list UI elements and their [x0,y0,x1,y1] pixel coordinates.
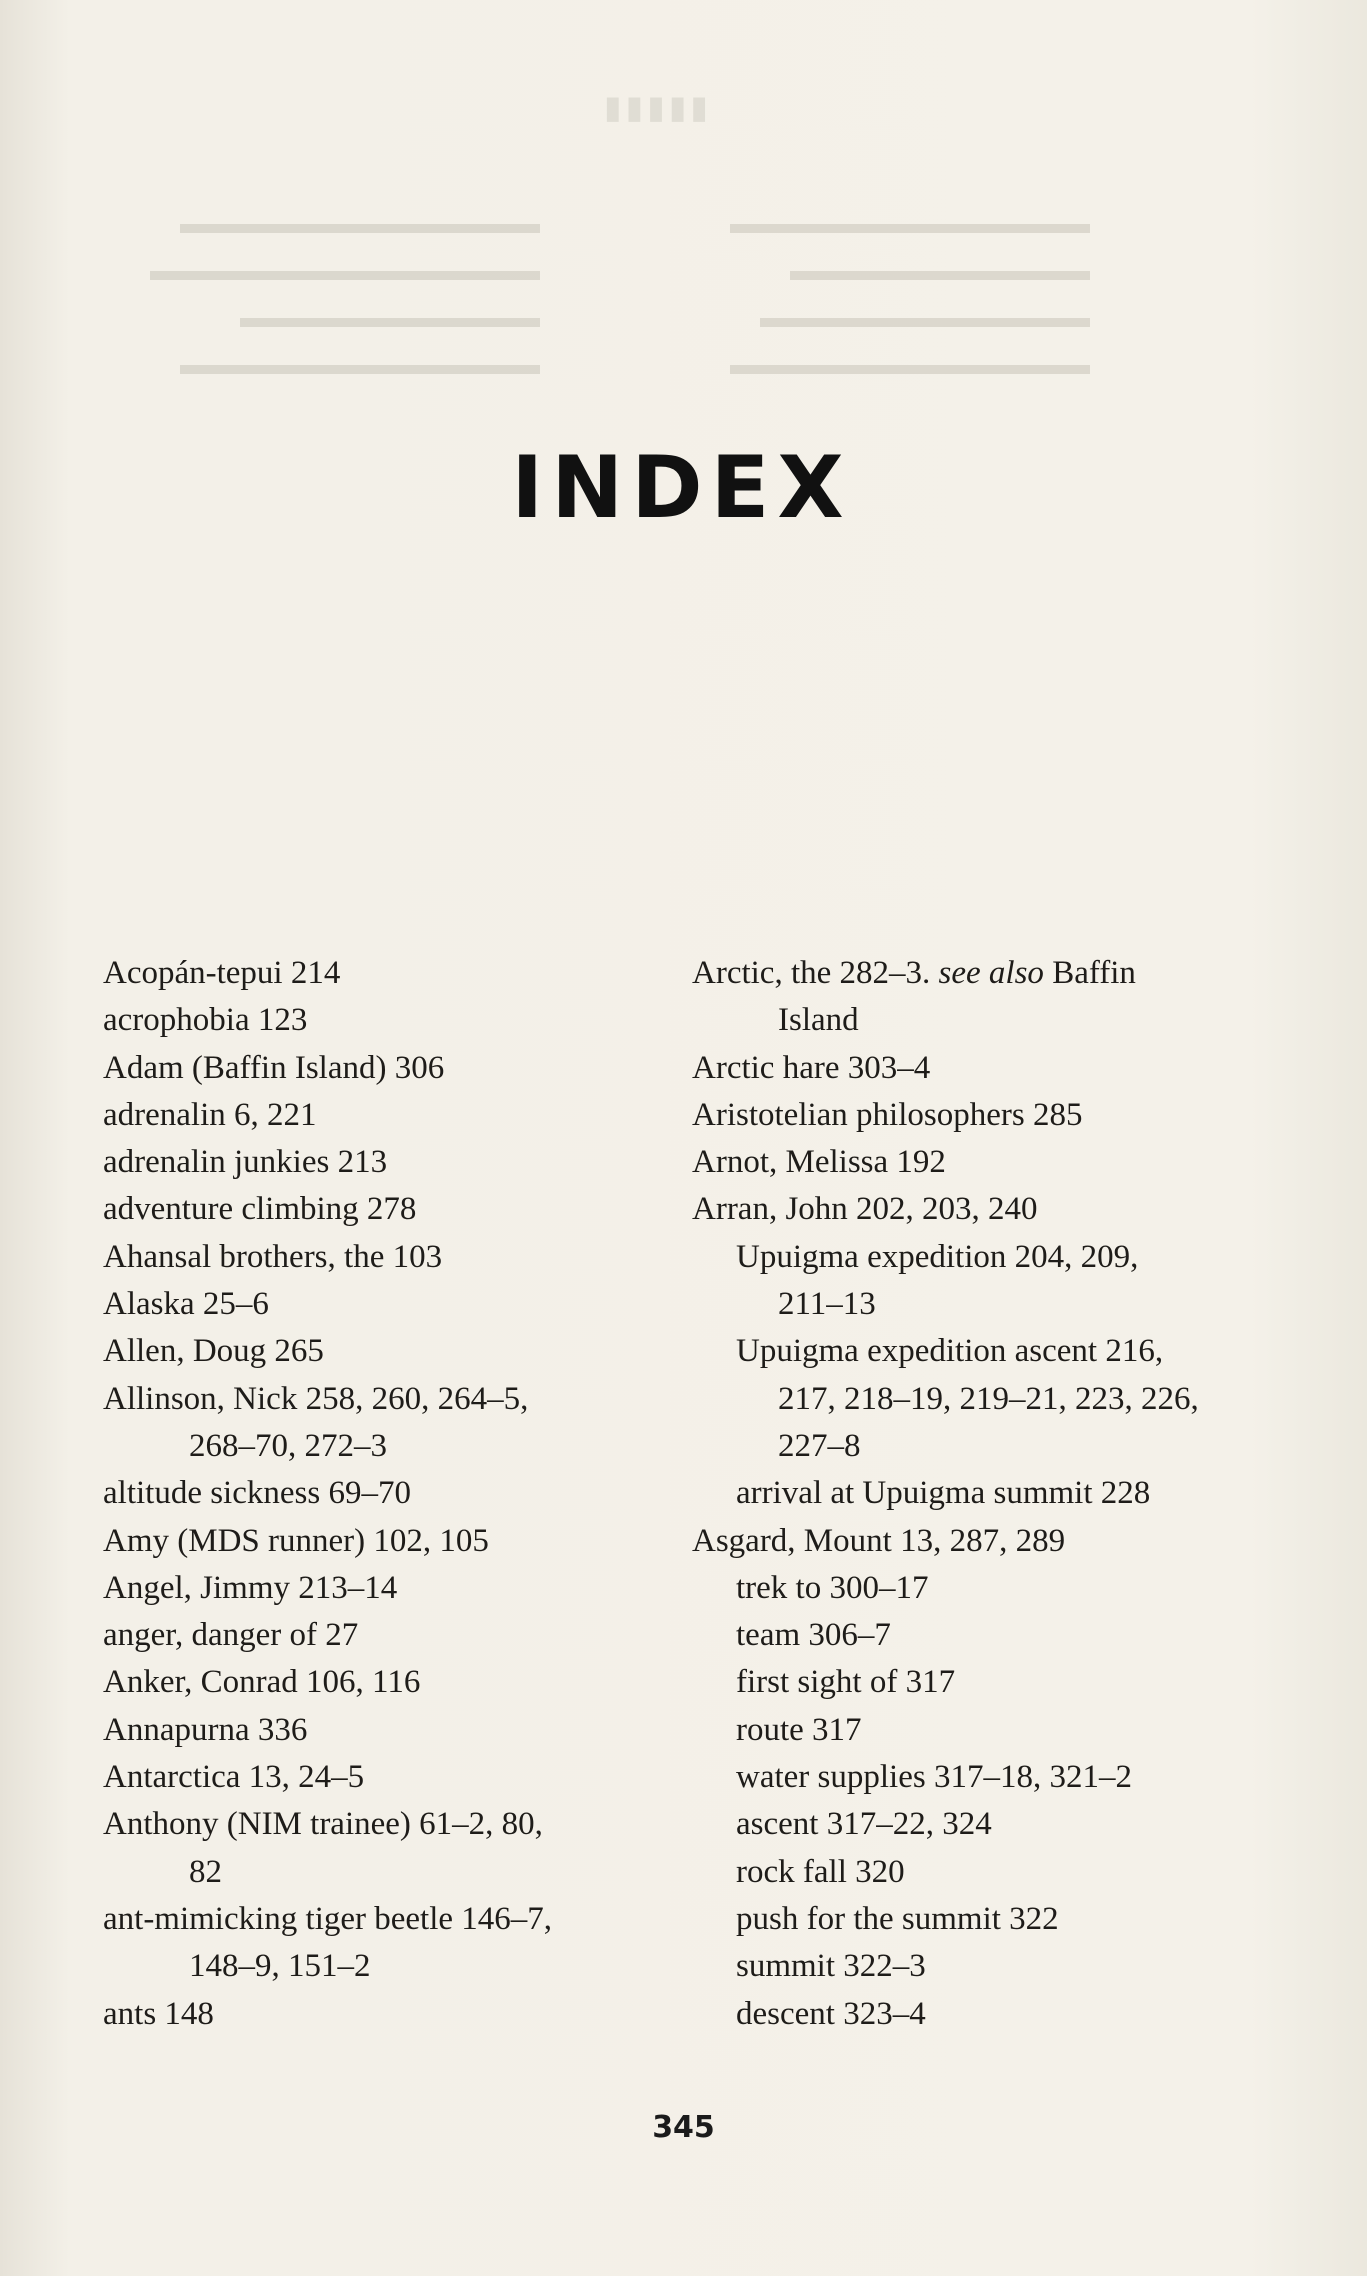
index-entry: 268–70, 272–3 [189,1427,387,1464]
index-entry: Amy (MDS runner) 102, 105 [103,1522,489,1559]
show-through-text-right: ▬▬▬▬▬▬▬▬▬▬▬▬ ▬▬▬▬▬▬▬▬▬▬ ▬▬▬▬▬▬▬▬▬▬▬ ▬▬▬▬▬▬▬▬▬▬▬▬ [730,207,1090,381]
show-through-text-left: ▬▬▬▬▬▬▬▬▬▬▬▬ ▬▬▬▬▬▬▬▬▬▬▬▬▬ ▬▬▬▬▬▬▬▬▬▬ ▬▬▬▬▬▬▬▬▬▬▬▬ [150,207,540,381]
index-entry: arrival at Upuigma summit 228 [736,1475,1151,1512]
index-entry: ants 148 [103,1995,214,2032]
index-entry: push for the summit 322 [736,1900,1059,1937]
index-entry: Anker, Conrad 106, 116 [103,1664,421,1701]
index-column-left [103,950,663,2038]
index-entry: Acopán-tepui 214 [103,955,341,991]
index-entry: Anthony (NIM trainee) 61–2, 80, [103,1806,543,1843]
index-entry: 82 [189,1853,222,1890]
index-entry: anger, danger of 27 [103,1617,359,1654]
index-entry: Upuigma expedition ascent 216, [736,1333,1164,1370]
show-through-heading: ▮▮▮▮▮ [600,88,709,126]
index-entry: altitude sickness 69–70 [103,1475,411,1512]
index-entry: Allinson, Nick 258, 260, 264–5, [103,1380,529,1417]
index-entry: Island [778,1002,859,1039]
index-entry: 217, 218–19, 219–21, 223, 226, [778,1380,1199,1417]
index-entry: 148–9, 151–2 [189,1948,371,1985]
index-entry: 227–8 [778,1427,861,1464]
index-entry: Ahansal brothers, the 103 [103,1238,443,1275]
index-entry: Annapurna 336 [103,1711,308,1748]
index-entry: team 306–7 [736,1617,891,1654]
index-entry: adventure climbing 278 [103,1191,417,1228]
index-entry: ant-mimicking tiger beetle 146–7, [103,1900,553,1937]
index-entry: adrenalin junkies 213 [103,1144,388,1181]
index-entry: Allen, Doug 265 [103,1333,324,1370]
index-entry: Arnot, Melissa 192 [692,1144,946,1181]
cross-reference-label: see also [938,955,1044,991]
index-entry: descent 323–4 [736,1995,926,2032]
page-title: INDEX [511,438,852,538]
page-number: 345 [652,2110,715,2145]
index-entry: Aristotelian philosophers 285 [692,1096,1083,1133]
index-entry: acrophobia 123 [103,1002,308,1039]
index-column-right [692,950,1292,2038]
index-entry: Antarctica 13, 24–5 [103,1759,365,1796]
index-entry: Angel, Jimmy 213–14 [103,1569,398,1606]
index-entry: 211–13 [778,1286,876,1323]
index-entry: trek to 300–17 [736,1569,929,1606]
index-entry: summit 322–3 [736,1948,926,1985]
index-entry: rock fall 320 [736,1853,905,1890]
index-entry: Alaska 25–6 [103,1286,269,1323]
index-entry: Arran, John 202, 203, 240 [692,1191,1038,1228]
index-entry: Upuigma expedition 204, 209, [736,1238,1139,1275]
index-entry: ascent 317–22, 324 [736,1806,992,1843]
index-entry: Asgard, Mount 13, 287, 289 [692,1522,1066,1559]
index-entry: Arctic hare 303–4 [692,1049,931,1086]
index-entry: water supplies 317–18, 321–2 [736,1759,1132,1796]
index-entry: route 317 [736,1711,862,1748]
index-entry-text: Arctic, the 282–3. [692,955,939,991]
index-entry-text: Baffin [1043,955,1136,991]
index-entry [692,950,1292,997]
index-entry: Adam (Baffin Island) 306 [103,1049,445,1086]
index-entry: adrenalin 6, 221 [103,1096,317,1133]
index-entry: first sight of 317 [736,1664,956,1701]
